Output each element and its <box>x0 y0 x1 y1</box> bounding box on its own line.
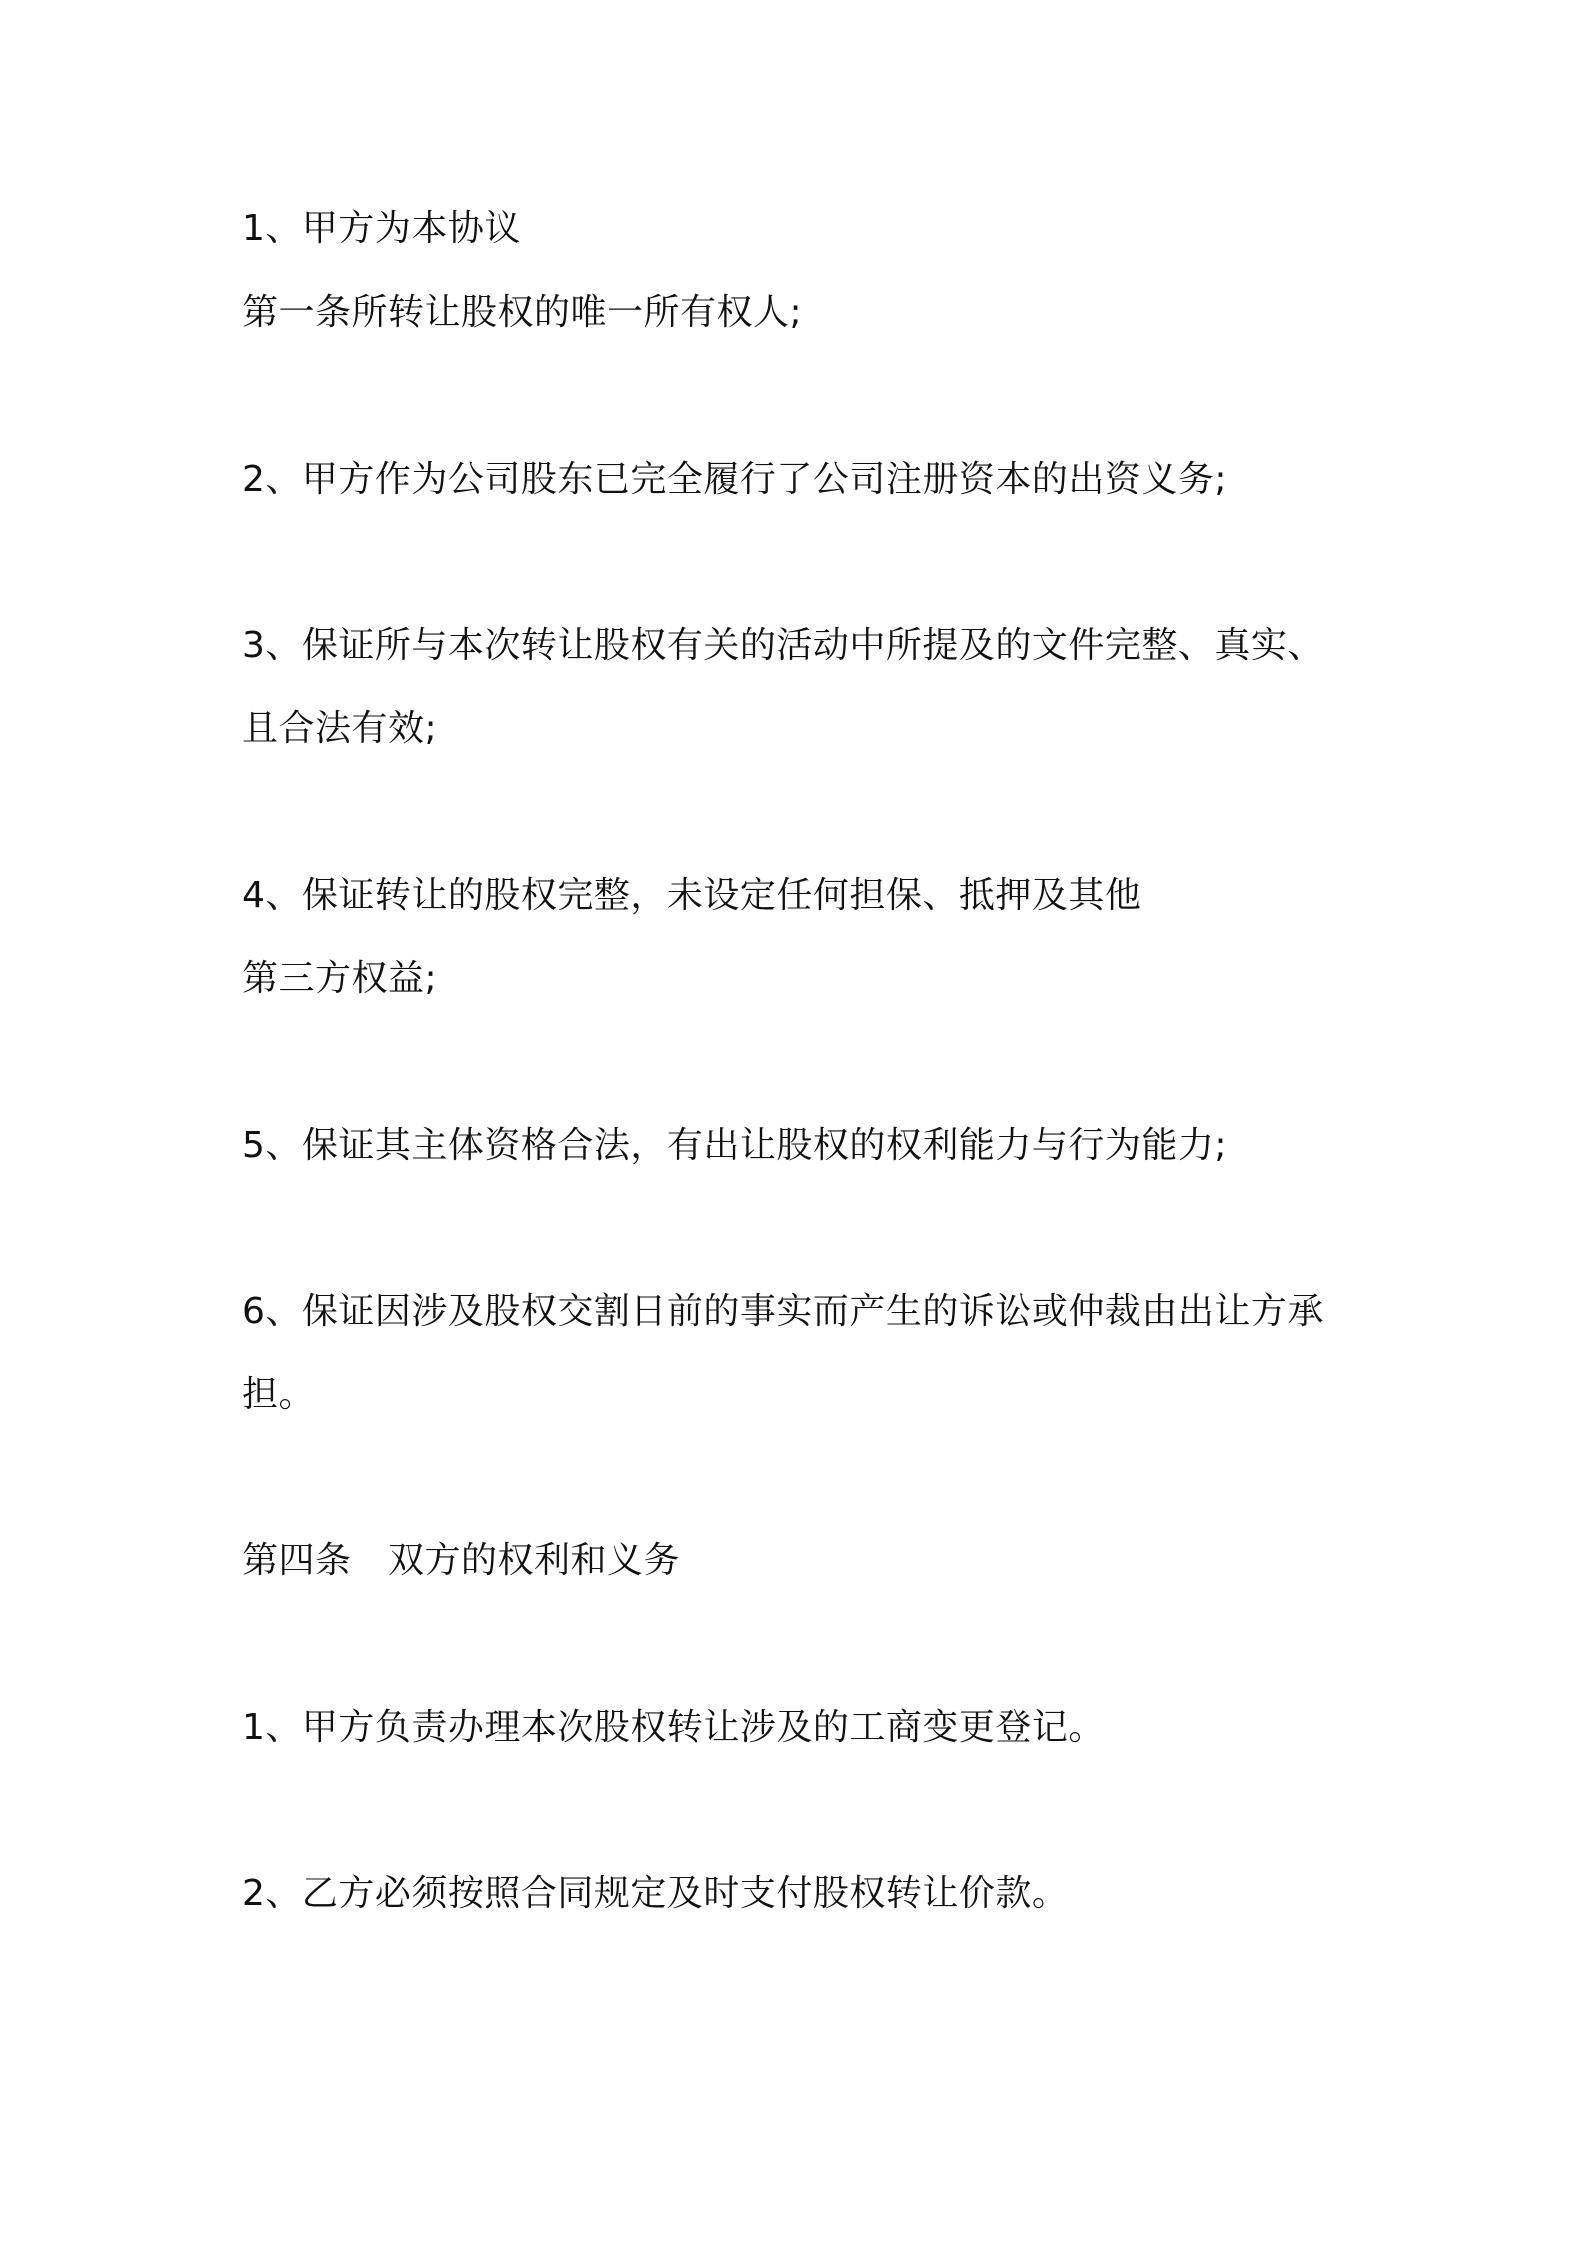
clause-3-line-2: 且合法有效; <box>242 708 438 749</box>
clause-6-line-1: 6、保证因涉及股权交割日前的事实而产生的诉讼或仲裁由出让方承 <box>242 1291 1324 1332</box>
article-4-heading: 第四条 双方的权利和义务 <box>242 1540 681 1581</box>
clause-3-line-1: 3、保证所与本次转让股权有关的活动中所提及的文件完整、真实、 <box>242 625 1324 666</box>
clause-4-line-2: 第三方权益; <box>242 958 438 999</box>
clause-2: 2、甲方作为公司股东已完全履行了公司注册资本的出资义务; <box>242 459 1228 500</box>
clause-6-line-2: 担。 <box>242 1374 316 1415</box>
clause-4-line-1: 4、保证转让的股权完整，未设定任何担保、抵押及其他 <box>242 875 1142 916</box>
clause-1-line-2: 第一条所转让股权的唯一所有权人; <box>242 292 803 333</box>
clause-5: 5、保证其主体资格合法，有出让股权的权利能力与行为能力; <box>242 1125 1228 1166</box>
clause-1-line-1: 1、甲方为本协议 <box>242 208 521 249</box>
article-4-clause-1: 1、甲方负责办理本次股权转让涉及的工商变更登记。 <box>242 1707 1105 1748</box>
article-4-clause-2: 2、乙方必须按照合同规定及时支付股权转让价款。 <box>242 1873 1069 1914</box>
